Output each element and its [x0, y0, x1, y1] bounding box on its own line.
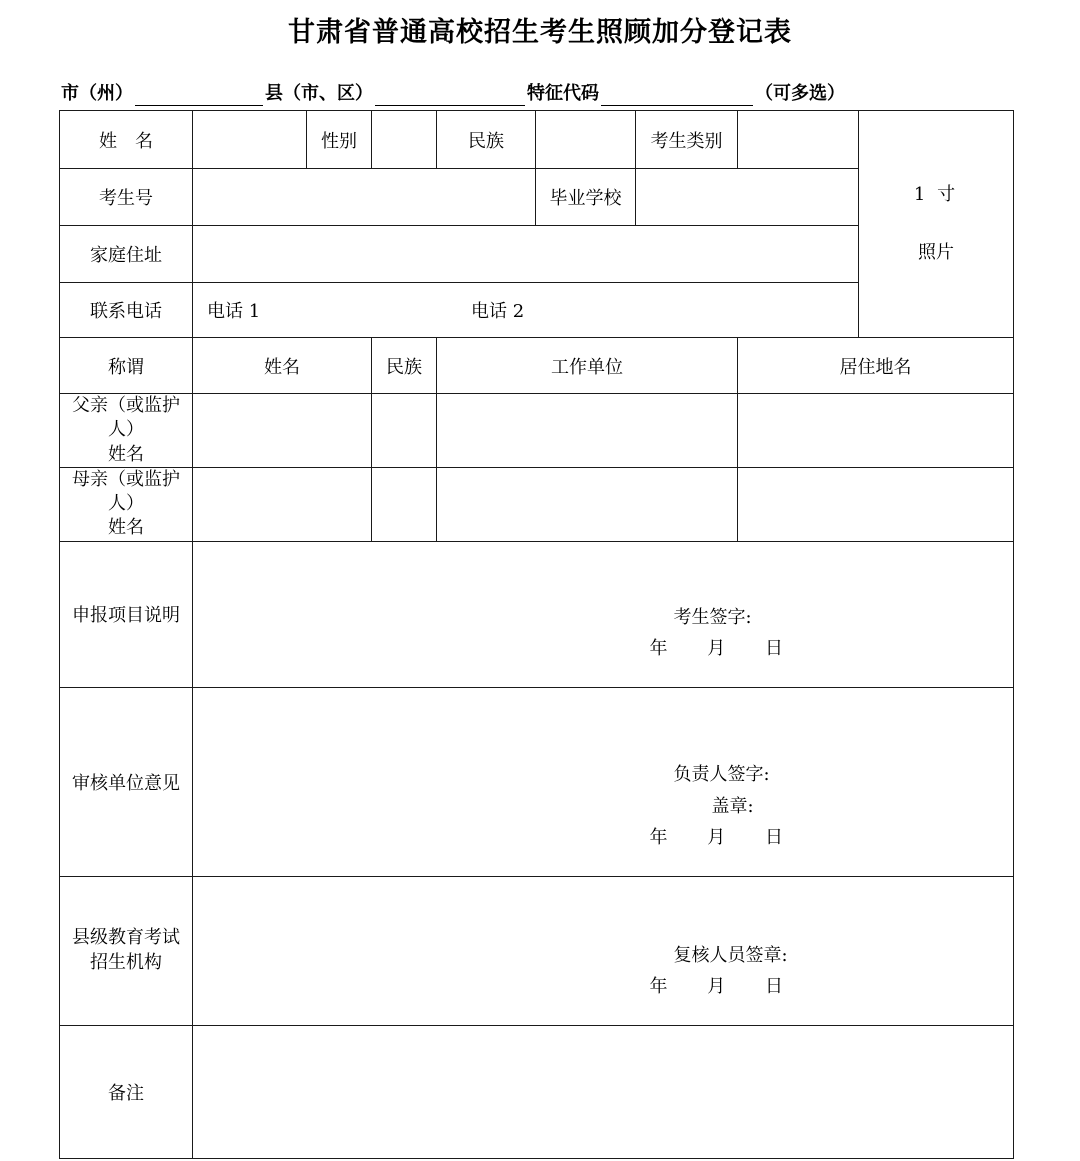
table-row-name	[60, 111, 1014, 169]
ethnicity-label: 民族	[437, 111, 536, 169]
gender-label: 性别	[307, 111, 372, 169]
county-label: 县（市、区）	[265, 83, 373, 104]
father-relation-label	[60, 394, 193, 468]
review-unit-seal-label: 盖章:	[711, 795, 754, 817]
review-unit-content-cell[interactable]	[193, 687, 1014, 876]
remarks-content-cell[interactable]	[193, 1025, 1014, 1158]
gender-value[interactable]	[372, 111, 437, 169]
school-value[interactable]	[636, 169, 859, 226]
application-date-day: 日	[765, 638, 783, 660]
table-row-father	[60, 394, 1014, 468]
page-title: 甘肃省普通高校招生考生照顾加分登记表	[288, 17, 792, 48]
city-input-blank[interactable]	[135, 87, 263, 106]
county-agency-signature-label: 复核人员签章:	[673, 944, 788, 966]
candidate-type-value[interactable]	[738, 111, 859, 169]
mother-relation-line2: 姓名	[108, 517, 144, 539]
mother-relation-label	[60, 467, 193, 541]
mother-name-value[interactable]	[193, 467, 372, 541]
application-date-year: 年	[649, 638, 668, 660]
review-unit-date-month: 月	[707, 827, 726, 849]
phone-label: 联系电话	[60, 283, 193, 338]
table-row-application	[60, 541, 1014, 687]
table-row-county-agency	[60, 876, 1014, 1025]
application-content-cell[interactable]	[193, 541, 1014, 687]
father-residence-value[interactable]	[738, 394, 1014, 468]
multi-select-note: （可多选）	[755, 83, 845, 104]
application-date-month: 月	[707, 638, 726, 660]
guardian-col-ethnicity: 民族	[372, 338, 437, 394]
photo-caption-text: 照片	[918, 242, 954, 263]
registration-form-table	[59, 110, 1014, 1159]
review-unit-signature-block	[650, 759, 817, 854]
candidate-type-label: 考生类别	[636, 111, 738, 169]
application-date-line	[650, 633, 817, 665]
guardian-col-name: 姓名	[193, 338, 372, 394]
father-name-value[interactable]	[193, 394, 372, 468]
application-signature-block	[650, 602, 817, 665]
table-row-remarks	[60, 1025, 1014, 1158]
county-agency-date-day: 日	[765, 976, 783, 998]
review-unit-date-day: 日	[765, 827, 783, 849]
application-label: 申报项目说明	[60, 541, 193, 687]
county-input-blank[interactable]	[375, 87, 525, 106]
remarks-label: 备注	[60, 1025, 193, 1158]
county-agency-label-line2: 招生机构	[90, 951, 162, 973]
county-agency-date-year: 年	[649, 976, 668, 998]
review-unit-date-line	[650, 822, 817, 854]
mother-workplace-value[interactable]	[437, 467, 738, 541]
guardian-col-residence: 居住地名	[738, 338, 1014, 394]
form-header-fields	[59, 80, 1013, 106]
father-ethnicity-value[interactable]	[372, 394, 437, 468]
father-workplace-value[interactable]	[437, 394, 738, 468]
guardian-col-relation: 称谓	[60, 338, 193, 394]
father-relation-line2: 姓名	[108, 443, 144, 465]
county-agency-label	[60, 876, 193, 1025]
address-value[interactable]	[193, 226, 859, 283]
father-relation-line1: 父亲（或监护人）	[72, 395, 180, 441]
phone2-label: 电话 2	[471, 301, 525, 322]
photo-size-text: 1 寸	[913, 184, 959, 205]
table-row-mother	[60, 467, 1014, 541]
phone1-label: 电话 1	[207, 301, 261, 322]
name-value[interactable]	[193, 111, 307, 169]
table-row-review-unit	[60, 687, 1014, 876]
school-label: 毕业学校	[536, 169, 636, 226]
city-label: 市（州）	[61, 83, 133, 104]
county-agency-content-cell[interactable]	[193, 876, 1014, 1025]
name-label: 姓 名	[60, 111, 193, 169]
mother-ethnicity-value[interactable]	[372, 467, 437, 541]
feature-code-input-blank[interactable]	[601, 87, 753, 106]
review-unit-signature-label: 负责人签字:	[673, 764, 770, 786]
review-unit-label: 审核单位意见	[60, 687, 193, 876]
county-agency-date-line	[650, 971, 817, 1003]
county-agency-label-line1: 县级教育考试	[72, 927, 180, 949]
exam-no-value[interactable]	[193, 169, 536, 226]
exam-no-label: 考生号	[60, 169, 193, 226]
feature-code-label: 特征代码	[527, 83, 599, 104]
phone-values-cell[interactable]	[193, 283, 859, 338]
application-signature-label: 考生签字:	[673, 606, 752, 628]
guardian-col-workplace: 工作单位	[437, 338, 738, 394]
address-label: 家庭住址	[60, 226, 193, 283]
county-agency-signature-block	[650, 940, 817, 1003]
mother-relation-line1: 母亲（或监护人）	[72, 468, 180, 515]
county-agency-date-month: 月	[707, 976, 726, 998]
review-unit-date-year: 年	[649, 827, 668, 849]
ethnicity-value[interactable]	[536, 111, 636, 169]
table-row-guardian-headers	[60, 338, 1014, 394]
photo-placeholder[interactable]	[859, 111, 1014, 338]
mother-residence-value[interactable]	[738, 467, 1014, 541]
